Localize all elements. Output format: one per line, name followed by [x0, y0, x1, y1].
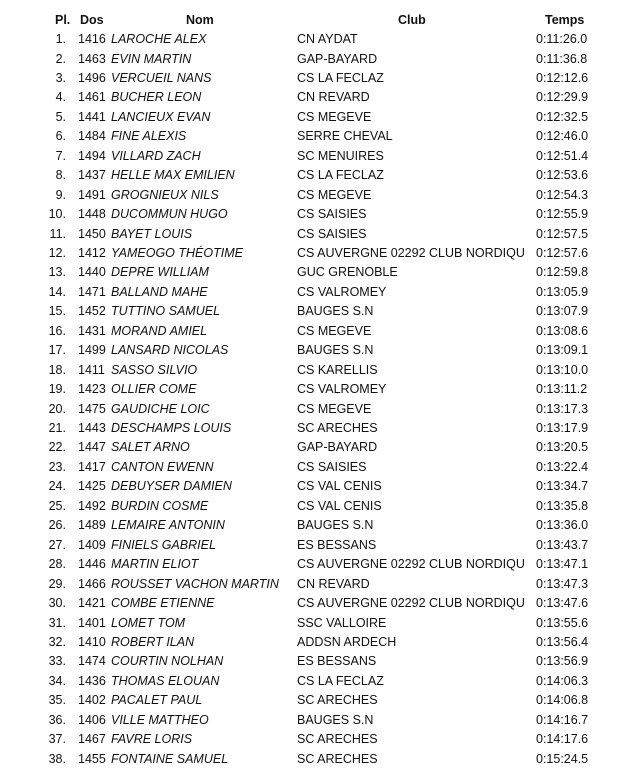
table-row: [0, 536, 640, 555]
name-cell: BALLAND MAHE: [111, 284, 208, 299]
name-cell: BAYET LOUIS: [111, 226, 193, 241]
club-cell: CS LA FECLAZ: [297, 70, 384, 85]
bib-cell: 1406: [78, 712, 106, 727]
bib-cell: 1489: [78, 518, 106, 533]
club-cell: CS AUVERGNE 02292 CLUB NORDIQU: [297, 245, 525, 260]
club-cell: CS MEGEVE: [297, 187, 372, 202]
club-cell: CN AYDAT: [297, 32, 358, 46]
bib-cell: 1461: [78, 90, 106, 105]
time-cell: 0:12:29.9: [536, 90, 589, 105]
place-cell: 12.: [48, 245, 66, 260]
name-cell: SALET ARNO: [111, 440, 190, 455]
place-cell: 1.: [55, 32, 66, 46]
name-cell: VILLARD ZACH: [111, 148, 201, 163]
time-cell: 0:13:08.6: [536, 323, 589, 338]
time-cell: 0:13:47.6: [536, 596, 589, 610]
name-cell: LANSARD NICOLAS: [111, 343, 229, 358]
name-cell: VERCUEIL NANS: [111, 70, 212, 85]
club-cell: CS KARELLIS: [297, 362, 378, 377]
table-row: [0, 225, 640, 244]
name-cell: FINE ALEXIS: [111, 129, 187, 144]
header-name: Nom: [186, 13, 214, 27]
table-row: [0, 244, 640, 263]
place-cell: 19.: [48, 382, 66, 397]
place-cell: 29.: [48, 576, 66, 591]
table-row: [0, 108, 640, 127]
table-header-row: [0, 11, 640, 30]
table-row: [0, 575, 640, 594]
club-cell: SC MENUIRES: [297, 148, 384, 163]
name-cell: OLLIER COME: [111, 382, 197, 397]
name-cell: THOMAS ELOUAN: [111, 673, 220, 688]
header-place: Pl.: [55, 13, 71, 27]
time-cell: 0:12:51.4: [536, 148, 589, 163]
table-row: [0, 322, 640, 341]
time-cell: 0:13:07.9: [536, 304, 589, 319]
place-cell: 25.: [48, 498, 66, 513]
table-row: [0, 263, 640, 282]
name-cell: MARTIN ELIOT: [111, 557, 199, 572]
bib-cell: 1412: [78, 245, 106, 260]
bib-cell: 1496: [78, 70, 106, 85]
club-cell: BAUGES S.N: [297, 518, 374, 533]
name-cell: DESCHAMPS LOUIS: [111, 421, 232, 435]
name-cell: GAUDICHE LOIC: [111, 401, 210, 416]
time-cell: 0:13:10.0: [536, 362, 589, 377]
name-cell: MORAND AMIEL: [111, 323, 208, 338]
time-cell: 0:13:56.4: [536, 634, 589, 649]
time-cell: 0:13:55.6: [536, 615, 589, 630]
name-cell: PACALET PAUL: [111, 693, 203, 708]
club-cell: CS AUVERGNE 02292 CLUB NORDIQU: [297, 557, 525, 572]
time-cell: 0:13:36.0: [536, 518, 589, 533]
place-cell: 7.: [55, 148, 66, 163]
bib-cell: 1446: [78, 557, 106, 572]
name-cell: TUTTINO SAMUEL: [111, 304, 221, 319]
place-cell: 27.: [48, 537, 66, 552]
table-row: [0, 69, 640, 88]
bib-cell: 1474: [78, 654, 106, 669]
bib-cell: 1499: [78, 343, 106, 358]
place-cell: 9.: [55, 187, 66, 202]
club-cell: CS VAL CENIS: [297, 498, 382, 513]
club-cell: BAUGES S.N: [297, 712, 374, 727]
name-cell: DEBUYSER DAMIEN: [111, 479, 232, 494]
time-cell: 0:15:24.5: [536, 751, 589, 766]
table-row: [0, 186, 640, 205]
place-cell: 8.: [55, 168, 66, 183]
club-cell: CS SAISIES: [297, 207, 367, 221]
name-cell: FINIELS GABRIEL: [111, 537, 216, 552]
time-cell: 0:14:17.6: [536, 732, 589, 747]
bib-cell: 1425: [78, 479, 106, 494]
club-cell: ADDSN ARDECH: [297, 634, 397, 649]
place-cell: 13.: [48, 265, 66, 280]
name-cell: HELLE MAX EMILIEN: [111, 168, 235, 183]
table-row: [0, 88, 640, 107]
place-cell: 22.: [48, 440, 66, 455]
time-cell: 0:14:06.8: [536, 693, 589, 708]
table-row: [0, 302, 640, 321]
bib-cell: 1450: [78, 226, 106, 241]
name-cell: ROUSSET VACHON MARTIN: [111, 576, 279, 591]
place-cell: 15.: [48, 304, 66, 319]
place-cell: 35.: [48, 693, 66, 708]
table-row: [0, 691, 640, 710]
time-cell: 0:13:47.1: [536, 557, 589, 572]
bib-cell: 1455: [78, 751, 106, 766]
table-row: [0, 458, 640, 477]
place-cell: 17.: [48, 343, 66, 358]
table-row: [0, 711, 640, 730]
bib-cell: 1441: [78, 109, 106, 124]
time-cell: 0:13:09.1: [536, 343, 589, 358]
club-cell: SC ARECHES: [297, 732, 378, 747]
club-cell: CS VALROMEY: [297, 382, 387, 397]
name-cell: LOMET TOM: [111, 615, 186, 630]
place-cell: 11.: [49, 226, 66, 241]
name-cell: BUCHER LEON: [111, 90, 202, 105]
time-cell: 0:14:16.7: [536, 712, 589, 727]
name-cell: FAVRE LORIS: [111, 732, 193, 747]
time-cell: 0:12:54.3: [536, 187, 589, 202]
bib-cell: 1437: [78, 168, 106, 183]
place-cell: 16.: [48, 323, 66, 338]
table-row: [0, 361, 640, 380]
table-row: [0, 633, 640, 652]
name-cell: ROBERT ILAN: [111, 634, 195, 649]
bib-cell: 1443: [78, 421, 106, 435]
club-cell: CS LA FECLAZ: [297, 673, 384, 688]
club-cell: SERRE CHEVAL: [297, 129, 393, 144]
name-cell: LAROCHE ALEX: [111, 32, 207, 46]
club-cell: SC ARECHES: [297, 693, 378, 708]
table-row: [0, 516, 640, 535]
time-cell: 0:12:53.6: [536, 168, 589, 183]
table-row: [0, 127, 640, 146]
place-cell: 30.: [48, 596, 66, 610]
place-cell: 3.: [55, 70, 66, 85]
time-cell: 0:12:57.5: [536, 226, 589, 241]
header-bib: Dos: [80, 13, 104, 27]
place-cell: 37.: [48, 732, 66, 747]
name-cell: YAMEOGO THÉOTIME: [111, 245, 243, 260]
table-row: [0, 30, 640, 49]
table-row: [0, 380, 640, 399]
table-row: [0, 497, 640, 516]
time-cell: 0:13:35.8: [536, 498, 589, 513]
name-cell: COMBE ETIENNE: [111, 596, 215, 610]
name-cell: LEMAIRE ANTONIN: [111, 518, 225, 533]
time-cell: 0:13:34.7: [536, 479, 589, 494]
table-row: [0, 672, 640, 691]
table-row: [0, 147, 640, 166]
bib-cell: 1471: [78, 284, 106, 299]
bib-cell: 1417: [78, 459, 106, 474]
time-cell: 0:11:26.0: [536, 32, 588, 46]
time-cell: 0:12:59.8: [536, 265, 589, 280]
place-cell: 31.: [48, 615, 66, 630]
bib-cell: 1467: [78, 732, 106, 747]
name-cell: EVIN MARTIN: [111, 51, 192, 66]
bib-cell: 1475: [78, 401, 106, 416]
name-cell: LANCIEUX EVAN: [111, 109, 211, 124]
bib-cell: 1463: [78, 51, 106, 66]
club-cell: GAP-BAYARD: [297, 51, 378, 66]
club-cell: ES BESSANS: [297, 654, 377, 669]
place-cell: 2.: [55, 51, 66, 66]
club-cell: CN REVARD: [297, 576, 370, 591]
bib-cell: 1409: [78, 537, 106, 552]
bib-cell: 1484: [78, 129, 106, 144]
bib-cell: 1431: [78, 323, 106, 338]
bib-cell: 1492: [78, 498, 106, 513]
bib-cell: 1411: [78, 362, 105, 377]
name-cell: VILLE MATTHEO: [111, 712, 209, 727]
club-cell: CS SAISIES: [297, 459, 367, 474]
time-cell: 0:13:56.9: [536, 654, 589, 669]
name-cell: DEPRE WILLIAM: [111, 265, 209, 280]
place-cell: 18.: [48, 362, 66, 377]
name-cell: CANTON EWENN: [111, 459, 214, 474]
table-row: [0, 419, 640, 438]
place-cell: 24.: [48, 479, 66, 494]
club-cell: CN REVARD: [297, 90, 370, 105]
bib-cell: 1416: [78, 32, 106, 46]
table-row: [0, 438, 640, 457]
place-cell: 21.: [48, 421, 66, 435]
name-cell: DUCOMMUN HUGO: [111, 207, 228, 221]
place-cell: 33.: [48, 654, 66, 669]
bib-cell: 1491: [78, 187, 106, 202]
bib-cell: 1452: [78, 304, 106, 319]
club-cell: CS MEGEVE: [297, 109, 372, 124]
table-row: [0, 614, 640, 633]
club-cell: SSC VALLOIRE: [297, 615, 387, 630]
place-cell: 36.: [48, 712, 66, 727]
bib-cell: 1402: [78, 693, 106, 708]
club-cell: CS MEGEVE: [297, 323, 372, 338]
time-cell: 0:11:36.8: [536, 51, 588, 66]
time-cell: 0:13:05.9: [536, 284, 589, 299]
bib-cell: 1494: [78, 148, 106, 163]
bib-cell: 1410: [78, 634, 106, 649]
table-row: [0, 555, 640, 574]
time-cell: 0:13:43.7: [536, 537, 589, 552]
bib-cell: 1423: [78, 382, 106, 397]
place-cell: 4.: [55, 90, 66, 105]
time-cell: 0:13:22.4: [536, 459, 589, 474]
place-cell: 26.: [48, 518, 66, 533]
club-cell: SC ARECHES: [297, 751, 378, 766]
time-cell: 0:13:17.3: [536, 401, 589, 416]
place-cell: 23.: [48, 459, 66, 474]
club-cell: GUC GRENOBLE: [297, 265, 398, 280]
place-cell: 6.: [55, 129, 66, 144]
table-row: [0, 594, 640, 613]
time-cell: 0:13:47.3: [536, 576, 589, 591]
table-row: [0, 166, 640, 185]
place-cell: 14.: [48, 284, 66, 299]
place-cell: 20.: [48, 401, 66, 416]
place-cell: 34.: [48, 673, 66, 688]
name-cell: BURDIN COSME: [111, 498, 209, 513]
place-cell: 38.: [48, 751, 66, 766]
bib-cell: 1447: [78, 440, 106, 455]
club-cell: GAP-BAYARD: [297, 440, 378, 455]
time-cell: 0:13:17.9: [536, 421, 589, 435]
place-cell: 5.: [55, 109, 66, 124]
club-cell: CS MEGEVE: [297, 401, 372, 416]
table-row: [0, 730, 640, 749]
name-cell: COURTIN NOLHAN: [111, 654, 224, 669]
place-cell: 28.: [48, 557, 66, 572]
time-cell: 0:12:55.9: [536, 207, 589, 221]
table-row: [0, 341, 640, 360]
bib-cell: 1436: [78, 673, 106, 688]
club-cell: CS AUVERGNE 02292 CLUB NORDIQU: [297, 596, 525, 610]
header-club: Club: [398, 13, 426, 27]
club-cell: CS LA FECLAZ: [297, 168, 384, 183]
club-cell: CS VALROMEY: [297, 284, 387, 299]
time-cell: 0:14:06.3: [536, 673, 589, 688]
bib-cell: 1421: [78, 596, 106, 610]
club-cell: ES BESSANS: [297, 537, 377, 552]
name-cell: FONTAINE SAMUEL: [111, 751, 229, 766]
name-cell: GROGNIEUX NILS: [111, 187, 219, 202]
bib-cell: 1466: [78, 576, 106, 591]
name-cell: SASSO SILVIO: [111, 362, 198, 377]
bib-cell: 1440: [78, 265, 106, 280]
time-cell: 0:12:32.5: [536, 109, 589, 124]
club-cell: CS VAL CENIS: [297, 479, 382, 494]
place-cell: 10.: [48, 207, 66, 221]
time-cell: 0:12:46.0: [536, 129, 589, 144]
club-cell: CS SAISIES: [297, 226, 367, 241]
place-cell: 32.: [48, 634, 66, 649]
time-cell: 0:13:20.5: [536, 440, 589, 455]
table-row: [0, 50, 640, 69]
header-time: Temps: [545, 13, 585, 27]
table-row: [0, 205, 640, 224]
time-cell: 0:12:12.6: [536, 70, 589, 85]
table-row: [0, 750, 640, 769]
bib-cell: 1401: [78, 615, 106, 630]
table-row: [0, 652, 640, 671]
table-row: [0, 283, 640, 302]
table-row: [0, 400, 640, 419]
bib-cell: 1448: [78, 207, 106, 221]
time-cell: 0:12:57.6: [536, 245, 589, 260]
time-cell: 0:13:11.2: [536, 382, 588, 397]
club-cell: BAUGES S.N: [297, 343, 374, 358]
table-row: [0, 477, 640, 496]
club-cell: BAUGES S.N: [297, 304, 374, 319]
club-cell: SC ARECHES: [297, 421, 378, 435]
